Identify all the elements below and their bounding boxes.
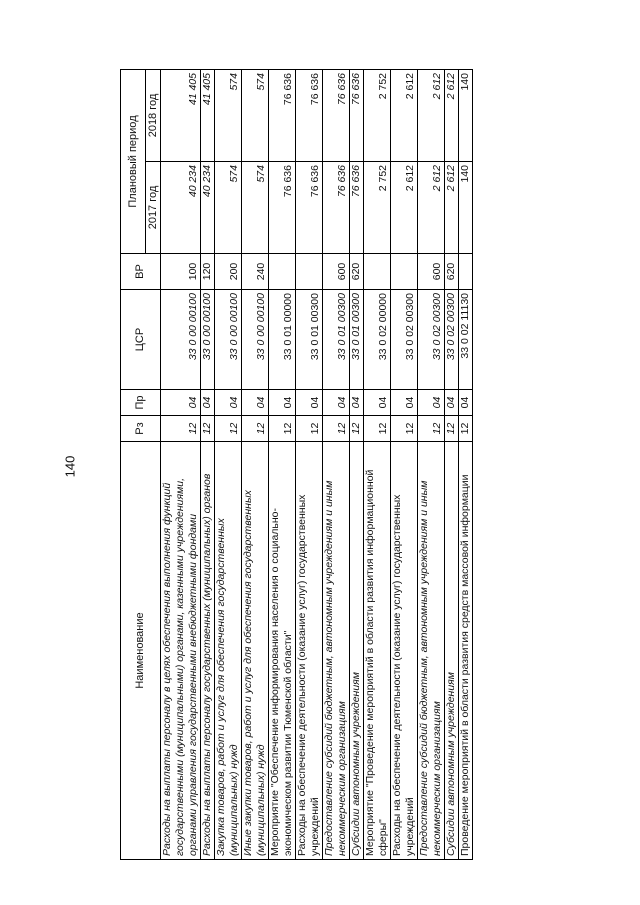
row-vr: 600 bbox=[418, 254, 445, 290]
row-value-2017: 40 234 bbox=[161, 162, 201, 254]
row-value-2017: 2 612 bbox=[418, 162, 445, 254]
row-csr: 33 0 00 00100 bbox=[201, 290, 215, 390]
row-name: Расходы на обеспечение деятельности (оказание услуг) государственных учреждений bbox=[391, 442, 418, 860]
row-csr: 33 0 01 00000 bbox=[269, 290, 296, 390]
row-vr bbox=[364, 254, 391, 290]
row-rz: 12 bbox=[215, 416, 242, 442]
row-name: Субсидии автономным учреждениям bbox=[350, 442, 364, 860]
row-rz: 12 bbox=[242, 416, 269, 442]
row-value-2017: 2 612 bbox=[445, 162, 459, 254]
row-name: Мероприятие "Обеспечение информирования населения о социально-экономическом развитии Тюменской области" bbox=[269, 442, 296, 860]
row-vr bbox=[269, 254, 296, 290]
row-rz: 12 bbox=[201, 416, 215, 442]
row-csr: 33 0 02 00000 bbox=[364, 290, 391, 390]
row-name: Расходы на обеспечение деятельности (оказание услуг) государственных учреждений bbox=[296, 442, 323, 860]
row-value-2018: 140 bbox=[459, 70, 473, 162]
header-vr: ВР bbox=[121, 254, 161, 290]
row-value-2018: 2 612 bbox=[445, 70, 459, 162]
row-rz: 12 bbox=[391, 416, 418, 442]
header-name: Наименование bbox=[121, 442, 161, 860]
row-csr: 33 0 01 00300 bbox=[296, 290, 323, 390]
row-name: Предоставление субсидий бюджетным, автономным учреждениям и иным некоммерческим организациям bbox=[418, 442, 445, 860]
table-row bbox=[215, 70, 242, 860]
row-value-2018: 2 752 bbox=[364, 70, 391, 162]
row-pr: 04 bbox=[323, 390, 350, 416]
header-2017: 2017 год bbox=[146, 162, 161, 254]
row-csr: 33 0 02 00300 bbox=[391, 290, 418, 390]
row-vr: 620 bbox=[445, 254, 459, 290]
row-pr: 04 bbox=[296, 390, 323, 416]
table-row bbox=[269, 70, 296, 860]
row-value-2018: 41 405 bbox=[161, 70, 201, 162]
row-rz: 12 bbox=[269, 416, 296, 442]
table-row bbox=[242, 70, 269, 860]
row-rz: 12 bbox=[459, 416, 473, 442]
row-name: Закупка товаров, работ и услуг для обеспечения государственных (муниципальных) нужд bbox=[215, 442, 242, 860]
row-pr: 04 bbox=[445, 390, 459, 416]
table-row bbox=[201, 70, 215, 860]
row-pr: 04 bbox=[459, 390, 473, 416]
row-vr bbox=[459, 254, 473, 290]
row-name: Расходы на выплаты персоналу государственных (муниципальных) органов bbox=[201, 442, 215, 860]
row-pr: 04 bbox=[215, 390, 242, 416]
row-value-2017: 76 636 bbox=[269, 162, 296, 254]
row-name: Мероприятие "Проведение мероприятий в области развития информационной сферы" bbox=[364, 442, 391, 860]
row-csr: 33 0 02 00300 bbox=[445, 290, 459, 390]
row-pr: 04 bbox=[418, 390, 445, 416]
table-row bbox=[323, 70, 350, 860]
row-csr: 33 0 01 00300 bbox=[323, 290, 350, 390]
row-value-2018: 76 636 bbox=[350, 70, 364, 162]
row-rz: 12 bbox=[323, 416, 350, 442]
row-csr: 33 0 01 00300 bbox=[350, 290, 364, 390]
header-period: Плановый период bbox=[121, 70, 146, 254]
row-value-2017: 140 bbox=[459, 162, 473, 254]
row-vr: 600 bbox=[323, 254, 350, 290]
row-csr: 33 0 02 11130 bbox=[459, 290, 473, 390]
table-row bbox=[391, 70, 418, 860]
row-value-2018: 2 612 bbox=[391, 70, 418, 162]
budget-table bbox=[120, 69, 473, 860]
table-row bbox=[161, 70, 201, 860]
header-2018: 2018 год bbox=[146, 70, 161, 162]
row-name: Расходы на выплаты персоналу в целях обеспечения выполнения функций государственными (муниципальными) органами, казенными учреждениями, органами управления государственными внебюджетными фондами bbox=[161, 442, 201, 860]
row-rz: 12 bbox=[418, 416, 445, 442]
row-vr: 200 bbox=[215, 254, 242, 290]
table-row bbox=[350, 70, 364, 860]
table-row bbox=[296, 70, 323, 860]
row-value-2017: 574 bbox=[215, 162, 242, 254]
row-pr: 04 bbox=[269, 390, 296, 416]
row-value-2018: 574 bbox=[242, 70, 269, 162]
row-vr: 120 bbox=[201, 254, 215, 290]
row-value-2017: 76 636 bbox=[350, 162, 364, 254]
row-value-2017: 40 234 bbox=[201, 162, 215, 254]
row-value-2018: 41 405 bbox=[201, 70, 215, 162]
row-value-2018: 2 612 bbox=[418, 70, 445, 162]
row-value-2017: 574 bbox=[242, 162, 269, 254]
rotated-table-wrapper bbox=[120, 70, 541, 860]
row-vr: 100 bbox=[161, 254, 201, 290]
row-csr: 33 0 02 00300 bbox=[418, 290, 445, 390]
row-value-2018: 76 636 bbox=[296, 70, 323, 162]
page-number: 140 bbox=[62, 455, 78, 478]
table-body bbox=[161, 70, 473, 860]
row-vr: 620 bbox=[350, 254, 364, 290]
row-value-2017: 76 636 bbox=[296, 162, 323, 254]
row-name: Иные закупки товаров, работ и услуг для обеспечения государственных (муниципальных) нужд bbox=[242, 442, 269, 860]
row-value-2018: 574 bbox=[215, 70, 242, 162]
row-value-2017: 76 636 bbox=[323, 162, 350, 254]
header-rz: Рз bbox=[121, 416, 161, 442]
row-rz: 12 bbox=[350, 416, 364, 442]
row-rz: 12 bbox=[364, 416, 391, 442]
row-pr: 04 bbox=[391, 390, 418, 416]
row-rz: 12 bbox=[445, 416, 459, 442]
table-row bbox=[364, 70, 391, 860]
header-csr: ЦСР bbox=[121, 290, 161, 390]
row-pr: 04 bbox=[242, 390, 269, 416]
table-row bbox=[418, 70, 445, 860]
row-vr bbox=[296, 254, 323, 290]
row-vr: 240 bbox=[242, 254, 269, 290]
row-csr: 33 0 00 00100 bbox=[161, 290, 201, 390]
row-value-2018: 76 636 bbox=[323, 70, 350, 162]
row-csr: 33 0 00 00100 bbox=[215, 290, 242, 390]
row-value-2017: 2 752 bbox=[364, 162, 391, 254]
row-pr: 04 bbox=[350, 390, 364, 416]
row-value-2018: 76 636 bbox=[269, 70, 296, 162]
row-pr: 04 bbox=[201, 390, 215, 416]
table-row bbox=[445, 70, 459, 860]
row-rz: 12 bbox=[161, 416, 201, 442]
header-pr: Пр bbox=[121, 390, 161, 416]
row-pr: 04 bbox=[161, 390, 201, 416]
row-value-2017: 2 612 bbox=[391, 162, 418, 254]
row-vr bbox=[391, 254, 418, 290]
row-name: Субсидии автономным учреждениям bbox=[445, 442, 459, 860]
row-name: Проведение мероприятий в области развития средств массовой информации bbox=[459, 442, 473, 860]
row-name: Предоставление субсидий бюджетным, автономным учреждениям и иным некоммерческим организациям bbox=[323, 442, 350, 860]
row-rz: 12 bbox=[296, 416, 323, 442]
table-row bbox=[459, 70, 473, 860]
row-csr: 33 0 00 00100 bbox=[242, 290, 269, 390]
row-pr: 04 bbox=[364, 390, 391, 416]
